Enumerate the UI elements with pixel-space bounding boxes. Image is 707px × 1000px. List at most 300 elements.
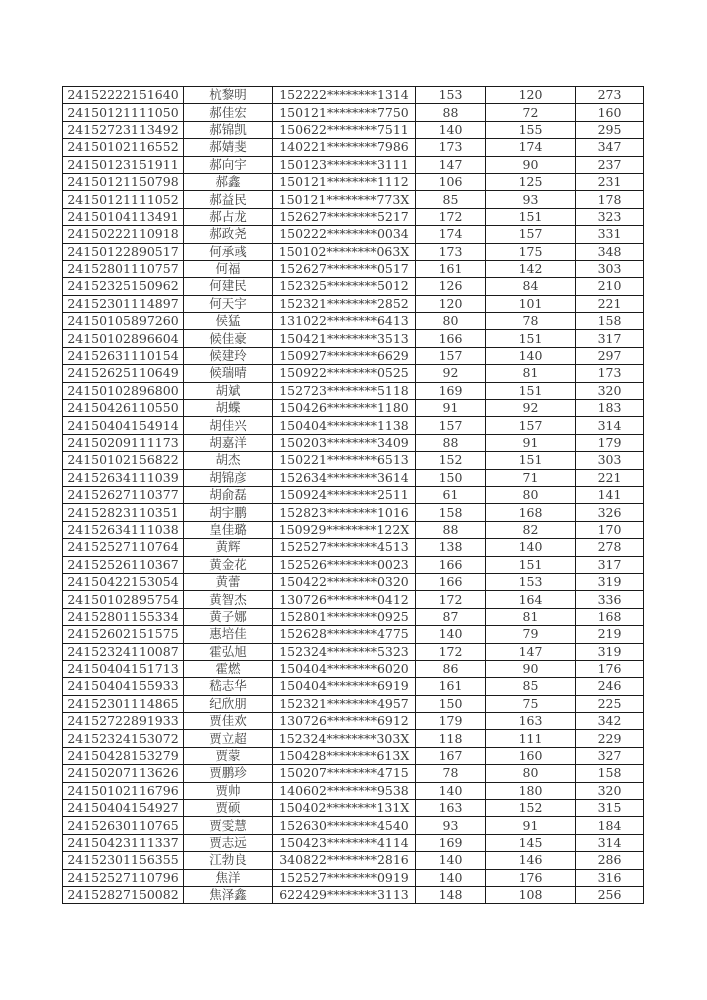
candidate-name-cell: 郝锦凯 xyxy=(184,121,273,138)
score-1-cell: 88 xyxy=(416,521,486,538)
exam-number-cell: 24152827150082 xyxy=(63,886,184,903)
masked-id-number-cell: 150426********1180 xyxy=(273,400,416,417)
masked-id-number-cell: 150929********122X xyxy=(273,521,416,538)
table-row xyxy=(63,730,644,747)
score-2-cell: 157 xyxy=(486,417,576,434)
total-score-cell: 158 xyxy=(576,313,644,330)
total-score-cell: 168 xyxy=(576,608,644,625)
score-2-cell: 120 xyxy=(486,87,576,104)
masked-id-number-cell: 150402********131X xyxy=(273,800,416,817)
score-1-cell: 126 xyxy=(416,278,486,295)
score-1-cell: 172 xyxy=(416,591,486,608)
total-score-cell: 320 xyxy=(576,382,644,399)
table-row xyxy=(63,313,644,330)
score-1-cell: 157 xyxy=(416,417,486,434)
candidate-name-cell: 焦洋 xyxy=(184,869,273,886)
total-score-cell: 184 xyxy=(576,817,644,834)
total-score-cell: 315 xyxy=(576,800,644,817)
table-row xyxy=(63,347,644,364)
masked-id-number-cell: 150922********0525 xyxy=(273,365,416,382)
exam-number-cell: 24152823110351 xyxy=(63,504,184,521)
masked-id-number-cell: 152527********0919 xyxy=(273,869,416,886)
masked-id-number-cell: 150121********1112 xyxy=(273,173,416,190)
total-score-cell: 246 xyxy=(576,678,644,695)
score-1-cell: 179 xyxy=(416,713,486,730)
candidate-name-cell: 何福 xyxy=(184,260,273,277)
total-score-cell: 229 xyxy=(576,730,644,747)
masked-id-number-cell: 152324********5323 xyxy=(273,643,416,660)
score-2-cell: 85 xyxy=(486,678,576,695)
candidate-name-cell: 候建玲 xyxy=(184,347,273,364)
masked-id-number-cell: 152723********5118 xyxy=(273,382,416,399)
table-row xyxy=(63,382,644,399)
candidate-name-cell: 嵇志华 xyxy=(184,678,273,695)
score-2-cell: 79 xyxy=(486,626,576,643)
candidate-name-cell: 郝鑫 xyxy=(184,173,273,190)
total-score-cell: 221 xyxy=(576,469,644,486)
exam-number-cell: 24150404155933 xyxy=(63,678,184,695)
exam-number-cell: 24150104113491 xyxy=(63,208,184,225)
table-row xyxy=(63,87,644,104)
exam-number-cell: 24150422153054 xyxy=(63,573,184,590)
total-score-cell: 173 xyxy=(576,365,644,382)
exam-number-cell: 24152526110367 xyxy=(63,556,184,573)
candidate-name-cell: 焦泽鑫 xyxy=(184,886,273,903)
masked-id-number-cell: 152628********4775 xyxy=(273,626,416,643)
total-score-cell: 317 xyxy=(576,330,644,347)
exam-number-cell: 24150102116552 xyxy=(63,139,184,156)
candidate-name-cell: 霍弘旭 xyxy=(184,643,273,660)
masked-id-number-cell: 140602********9538 xyxy=(273,782,416,799)
total-score-cell: 219 xyxy=(576,626,644,643)
table-row xyxy=(63,817,644,834)
exam-number-cell: 24152631110154 xyxy=(63,347,184,364)
score-1-cell: 169 xyxy=(416,834,486,851)
exam-number-cell: 24150404151713 xyxy=(63,660,184,677)
exam-number-cell: 24150207113626 xyxy=(63,765,184,782)
exam-number-cell: 24152801155334 xyxy=(63,608,184,625)
score-1-cell: 86 xyxy=(416,660,486,677)
score-2-cell: 142 xyxy=(486,260,576,277)
total-score-cell: 221 xyxy=(576,295,644,312)
candidate-name-cell: 贾帅 xyxy=(184,782,273,799)
table-row xyxy=(63,417,644,434)
score-1-cell: 140 xyxy=(416,626,486,643)
score-1-cell: 174 xyxy=(416,226,486,243)
score-1-cell: 88 xyxy=(416,104,486,121)
score-2-cell: 90 xyxy=(486,660,576,677)
score-2-cell: 75 xyxy=(486,695,576,712)
masked-id-number-cell: 152630********4540 xyxy=(273,817,416,834)
exam-number-cell: 24152630110765 xyxy=(63,817,184,834)
masked-id-number-cell: 150622********7511 xyxy=(273,121,416,138)
score-1-cell: 173 xyxy=(416,243,486,260)
total-score-cell: 231 xyxy=(576,173,644,190)
total-score-cell: 297 xyxy=(576,347,644,364)
total-score-cell: 327 xyxy=(576,747,644,764)
score-2-cell: 145 xyxy=(486,834,576,851)
exam-number-cell: 24150121111050 xyxy=(63,104,184,121)
table-row xyxy=(63,173,644,190)
exam-number-cell: 24152722891933 xyxy=(63,713,184,730)
score-table xyxy=(62,86,644,904)
masked-id-number-cell: 150221********6513 xyxy=(273,452,416,469)
score-1-cell: 91 xyxy=(416,400,486,417)
table-row xyxy=(63,573,644,590)
table-row xyxy=(63,434,644,451)
score-2-cell: 146 xyxy=(486,852,576,869)
masked-id-number-cell: 152634********3614 xyxy=(273,469,416,486)
candidate-name-cell: 杭黎明 xyxy=(184,87,273,104)
table-row xyxy=(63,365,644,382)
candidate-name-cell: 胡锦彦 xyxy=(184,469,273,486)
total-score-cell: 179 xyxy=(576,434,644,451)
total-score-cell: 331 xyxy=(576,226,644,243)
score-2-cell: 176 xyxy=(486,869,576,886)
exam-number-cell: 24152222151640 xyxy=(63,87,184,104)
score-2-cell: 151 xyxy=(486,556,576,573)
exam-number-cell: 24152301156355 xyxy=(63,852,184,869)
table-row xyxy=(63,469,644,486)
score-2-cell: 91 xyxy=(486,434,576,451)
score-1-cell: 166 xyxy=(416,330,486,347)
table-row xyxy=(63,156,644,173)
total-score-cell: 141 xyxy=(576,486,644,503)
total-score-cell: 176 xyxy=(576,660,644,677)
masked-id-number-cell: 152627********0517 xyxy=(273,260,416,277)
candidate-name-cell: 江勃良 xyxy=(184,852,273,869)
exam-number-cell: 24152527110796 xyxy=(63,869,184,886)
table-row xyxy=(63,869,644,886)
total-score-cell: 348 xyxy=(576,243,644,260)
total-score-cell: 323 xyxy=(576,208,644,225)
candidate-name-cell: 贾鹏珍 xyxy=(184,765,273,782)
candidate-name-cell: 郝向宇 xyxy=(184,156,273,173)
score-1-cell: 88 xyxy=(416,434,486,451)
total-score-cell: 314 xyxy=(576,834,644,851)
candidate-name-cell: 贾雯慧 xyxy=(184,817,273,834)
candidate-name-cell: 贾蒙 xyxy=(184,747,273,764)
exam-number-cell: 24152324153072 xyxy=(63,730,184,747)
masked-id-number-cell: 131022********6413 xyxy=(273,313,416,330)
masked-id-number-cell: 150422********0320 xyxy=(273,573,416,590)
masked-id-number-cell: 140221********7986 xyxy=(273,139,416,156)
candidate-name-cell: 霍燃 xyxy=(184,660,273,677)
score-2-cell: 174 xyxy=(486,139,576,156)
score-1-cell: 138 xyxy=(416,539,486,556)
exam-number-cell: 24150121150798 xyxy=(63,173,184,190)
exam-number-cell: 24150102116796 xyxy=(63,782,184,799)
score-2-cell: 90 xyxy=(486,156,576,173)
masked-id-number-cell: 340822********2816 xyxy=(273,852,416,869)
score-2-cell: 81 xyxy=(486,365,576,382)
score-1-cell: 61 xyxy=(416,486,486,503)
score-1-cell: 78 xyxy=(416,765,486,782)
table-row xyxy=(63,660,644,677)
candidate-name-cell: 郝婧斐 xyxy=(184,139,273,156)
exam-number-cell: 24150428153279 xyxy=(63,747,184,764)
exam-number-cell: 24152801110757 xyxy=(63,260,184,277)
table-row xyxy=(63,243,644,260)
masked-id-number-cell: 150421********3513 xyxy=(273,330,416,347)
score-2-cell: 180 xyxy=(486,782,576,799)
table-row xyxy=(63,643,644,660)
score-2-cell: 157 xyxy=(486,226,576,243)
total-score-cell: 303 xyxy=(576,452,644,469)
table-row xyxy=(63,486,644,503)
score-2-cell: 140 xyxy=(486,539,576,556)
candidate-name-cell: 纪欣朋 xyxy=(184,695,273,712)
candidate-name-cell: 贾佳欢 xyxy=(184,713,273,730)
score-1-cell: 150 xyxy=(416,469,486,486)
candidate-name-cell: 黄金花 xyxy=(184,556,273,573)
exam-number-cell: 24152301114865 xyxy=(63,695,184,712)
score-2-cell: 155 xyxy=(486,121,576,138)
score-1-cell: 169 xyxy=(416,382,486,399)
exam-number-cell: 24150423111337 xyxy=(63,834,184,851)
score-2-cell: 108 xyxy=(486,886,576,903)
table-row xyxy=(63,400,644,417)
candidate-name-cell: 何承彧 xyxy=(184,243,273,260)
table-row xyxy=(63,295,644,312)
candidate-name-cell: 候佳豪 xyxy=(184,330,273,347)
exam-number-cell: 24152634111039 xyxy=(63,469,184,486)
score-1-cell: 157 xyxy=(416,347,486,364)
masked-id-number-cell: 150404********6020 xyxy=(273,660,416,677)
score-2-cell: 92 xyxy=(486,400,576,417)
table-row xyxy=(63,226,644,243)
exam-number-cell: 24150121111052 xyxy=(63,191,184,208)
score-1-cell: 150 xyxy=(416,695,486,712)
total-score-cell: 326 xyxy=(576,504,644,521)
score-1-cell: 167 xyxy=(416,747,486,764)
total-score-cell: 320 xyxy=(576,782,644,799)
exam-number-cell: 24150404154914 xyxy=(63,417,184,434)
masked-id-number-cell: 150404********1138 xyxy=(273,417,416,434)
masked-id-number-cell: 150121********7750 xyxy=(273,104,416,121)
total-score-cell: 256 xyxy=(576,886,644,903)
exam-number-cell: 24152527110764 xyxy=(63,539,184,556)
document-sheet xyxy=(62,86,644,904)
score-2-cell: 163 xyxy=(486,713,576,730)
score-1-cell: 172 xyxy=(416,643,486,660)
table-row xyxy=(63,852,644,869)
total-score-cell: 183 xyxy=(576,400,644,417)
table-row xyxy=(63,747,644,764)
masked-id-number-cell: 152321********2852 xyxy=(273,295,416,312)
exam-number-cell: 24152627110377 xyxy=(63,486,184,503)
score-2-cell: 81 xyxy=(486,608,576,625)
score-2-cell: 175 xyxy=(486,243,576,260)
score-1-cell: 147 xyxy=(416,156,486,173)
total-score-cell: 178 xyxy=(576,191,644,208)
total-score-cell: 317 xyxy=(576,556,644,573)
score-2-cell: 91 xyxy=(486,817,576,834)
exam-number-cell: 24152634111038 xyxy=(63,521,184,538)
score-1-cell: 85 xyxy=(416,191,486,208)
score-1-cell: 87 xyxy=(416,608,486,625)
score-1-cell: 140 xyxy=(416,869,486,886)
score-1-cell: 161 xyxy=(416,260,486,277)
exam-number-cell: 24150123151911 xyxy=(63,156,184,173)
score-2-cell: 151 xyxy=(486,330,576,347)
masked-id-number-cell: 152526********0023 xyxy=(273,556,416,573)
score-2-cell: 168 xyxy=(486,504,576,521)
exam-number-cell: 24150102896800 xyxy=(63,382,184,399)
exam-number-cell: 24150426110550 xyxy=(63,400,184,417)
table-row xyxy=(63,521,644,538)
score-2-cell: 164 xyxy=(486,591,576,608)
candidate-name-cell: 惠培佳 xyxy=(184,626,273,643)
score-1-cell: 120 xyxy=(416,295,486,312)
candidate-name-cell: 候瑞晴 xyxy=(184,365,273,382)
total-score-cell: 347 xyxy=(576,139,644,156)
score-1-cell: 93 xyxy=(416,817,486,834)
exam-number-cell: 24150102896604 xyxy=(63,330,184,347)
exam-number-cell: 24150209111173 xyxy=(63,434,184,451)
score-2-cell: 78 xyxy=(486,313,576,330)
candidate-name-cell: 胡佳兴 xyxy=(184,417,273,434)
candidate-name-cell: 胡杰 xyxy=(184,452,273,469)
masked-id-number-cell: 150404********6919 xyxy=(273,678,416,695)
masked-id-number-cell: 152325********5012 xyxy=(273,278,416,295)
masked-id-number-cell: 152801********0925 xyxy=(273,608,416,625)
score-table-body xyxy=(63,87,644,904)
exam-number-cell: 24150102895754 xyxy=(63,591,184,608)
score-2-cell: 152 xyxy=(486,800,576,817)
candidate-name-cell: 胡嘉洋 xyxy=(184,434,273,451)
score-1-cell: 163 xyxy=(416,800,486,817)
table-row xyxy=(63,330,644,347)
exam-number-cell: 24152324110087 xyxy=(63,643,184,660)
masked-id-number-cell: 150102********063X xyxy=(273,243,416,260)
candidate-name-cell: 胡俞磊 xyxy=(184,486,273,503)
masked-id-number-cell: 152823********1016 xyxy=(273,504,416,521)
candidate-name-cell: 黄蕾 xyxy=(184,573,273,590)
candidate-name-cell: 何建民 xyxy=(184,278,273,295)
total-score-cell: 237 xyxy=(576,156,644,173)
exam-number-cell: 24152602151575 xyxy=(63,626,184,643)
score-1-cell: 158 xyxy=(416,504,486,521)
masked-id-number-cell: 150203********3409 xyxy=(273,434,416,451)
table-row xyxy=(63,765,644,782)
score-1-cell: 118 xyxy=(416,730,486,747)
table-row xyxy=(63,139,644,156)
masked-id-number-cell: 152222********1314 xyxy=(273,87,416,104)
table-row xyxy=(63,104,644,121)
score-2-cell: 153 xyxy=(486,573,576,590)
score-1-cell: 153 xyxy=(416,87,486,104)
candidate-name-cell: 侯猛 xyxy=(184,313,273,330)
table-row xyxy=(63,678,644,695)
total-score-cell: 273 xyxy=(576,87,644,104)
masked-id-number-cell: 130726********0412 xyxy=(273,591,416,608)
score-2-cell: 140 xyxy=(486,347,576,364)
table-row xyxy=(63,504,644,521)
masked-id-number-cell: 152321********4957 xyxy=(273,695,416,712)
candidate-name-cell: 黄智杰 xyxy=(184,591,273,608)
exam-number-cell: 24152301114897 xyxy=(63,295,184,312)
table-row xyxy=(63,121,644,138)
score-2-cell: 160 xyxy=(486,747,576,764)
total-score-cell: 286 xyxy=(576,852,644,869)
score-2-cell: 80 xyxy=(486,486,576,503)
masked-id-number-cell: 150924********2511 xyxy=(273,486,416,503)
score-2-cell: 71 xyxy=(486,469,576,486)
table-row xyxy=(63,782,644,799)
total-score-cell: 336 xyxy=(576,591,644,608)
table-row xyxy=(63,591,644,608)
table-row xyxy=(63,834,644,851)
masked-id-number-cell: 152527********4513 xyxy=(273,539,416,556)
total-score-cell: 342 xyxy=(576,713,644,730)
total-score-cell: 158 xyxy=(576,765,644,782)
masked-id-number-cell: 150123********3111 xyxy=(273,156,416,173)
candidate-name-cell: 郝佳宏 xyxy=(184,104,273,121)
candidate-name-cell: 贾硕 xyxy=(184,800,273,817)
score-2-cell: 93 xyxy=(486,191,576,208)
score-2-cell: 82 xyxy=(486,521,576,538)
masked-id-number-cell: 622429********3113 xyxy=(273,886,416,903)
exam-number-cell: 24150404154927 xyxy=(63,800,184,817)
table-row xyxy=(63,539,644,556)
table-row xyxy=(63,556,644,573)
score-1-cell: 106 xyxy=(416,173,486,190)
exam-number-cell: 24150102156822 xyxy=(63,452,184,469)
candidate-name-cell: 胡宇鹏 xyxy=(184,504,273,521)
masked-id-number-cell: 150428********613X xyxy=(273,747,416,764)
table-row xyxy=(63,278,644,295)
score-1-cell: 173 xyxy=(416,139,486,156)
total-score-cell: 319 xyxy=(576,573,644,590)
masked-id-number-cell: 152627********5217 xyxy=(273,208,416,225)
candidate-name-cell: 黄子娜 xyxy=(184,608,273,625)
candidate-name-cell: 何天宇 xyxy=(184,295,273,312)
score-1-cell: 172 xyxy=(416,208,486,225)
candidate-name-cell: 贾立超 xyxy=(184,730,273,747)
exam-number-cell: 24150105897260 xyxy=(63,313,184,330)
score-1-cell: 152 xyxy=(416,452,486,469)
exam-number-cell: 24152325150962 xyxy=(63,278,184,295)
exam-number-cell: 24152625110649 xyxy=(63,365,184,382)
score-2-cell: 101 xyxy=(486,295,576,312)
score-1-cell: 161 xyxy=(416,678,486,695)
score-1-cell: 166 xyxy=(416,556,486,573)
exam-number-cell: 24150122890517 xyxy=(63,243,184,260)
total-score-cell: 319 xyxy=(576,643,644,660)
total-score-cell: 303 xyxy=(576,260,644,277)
total-score-cell: 295 xyxy=(576,121,644,138)
total-score-cell: 316 xyxy=(576,869,644,886)
score-2-cell: 151 xyxy=(486,382,576,399)
masked-id-number-cell: 150927********6629 xyxy=(273,347,416,364)
score-1-cell: 80 xyxy=(416,313,486,330)
score-1-cell: 148 xyxy=(416,886,486,903)
score-1-cell: 92 xyxy=(416,365,486,382)
total-score-cell: 160 xyxy=(576,104,644,121)
total-score-cell: 314 xyxy=(576,417,644,434)
score-1-cell: 140 xyxy=(416,121,486,138)
score-1-cell: 166 xyxy=(416,573,486,590)
score-2-cell: 151 xyxy=(486,208,576,225)
exam-number-cell: 24152723113492 xyxy=(63,121,184,138)
table-row xyxy=(63,626,644,643)
score-2-cell: 111 xyxy=(486,730,576,747)
total-score-cell: 210 xyxy=(576,278,644,295)
table-row xyxy=(63,695,644,712)
table-row xyxy=(63,886,644,903)
total-score-cell: 278 xyxy=(576,539,644,556)
